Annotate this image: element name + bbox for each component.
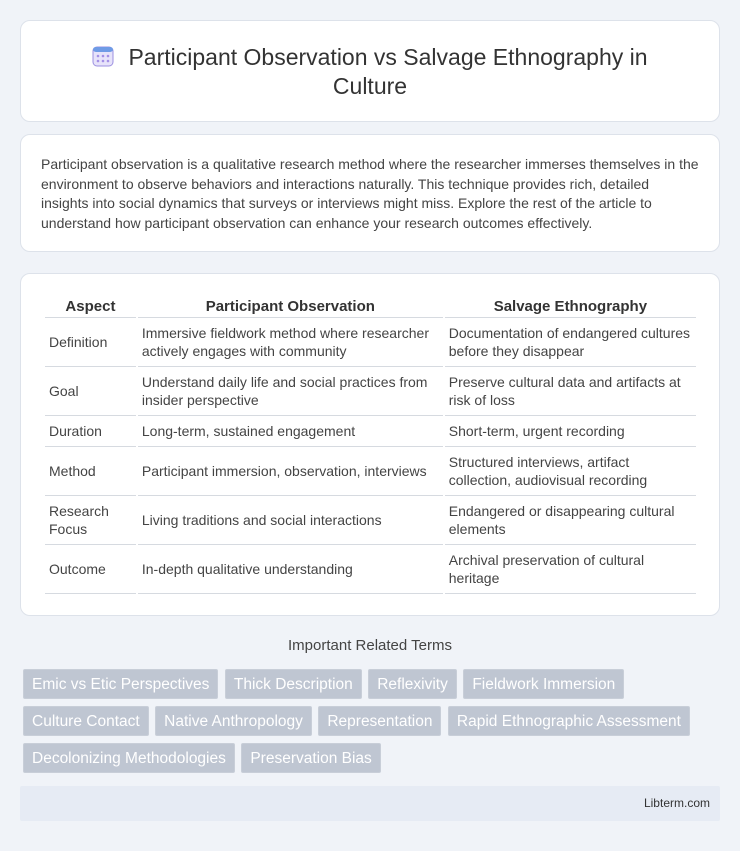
row-aspect: Goal <box>45 367 136 416</box>
table-row <box>45 447 696 496</box>
table-row <box>45 367 696 416</box>
row-aspect: Method <box>45 447 136 496</box>
row-participant-observation: Participant immersion, observation, interviews <box>138 447 443 496</box>
table-row <box>45 545 696 594</box>
tag-fieldwork-immersion[interactable]: Fieldwork Immersion <box>463 669 624 699</box>
comparison-table <box>43 296 698 594</box>
table-row <box>45 496 696 545</box>
header-salvage-ethnography: Salvage Ethnography <box>445 296 696 318</box>
related-terms-title: Important Related Terms <box>288 637 452 654</box>
table-row <box>45 318 696 367</box>
tag-rapid-ethnographic-assessment[interactable]: Rapid Ethnographic Assessment <box>448 706 690 736</box>
calendar-icon <box>92 45 114 67</box>
tag-decolonizing-methodologies[interactable]: Decolonizing Methodologies <box>23 743 235 773</box>
row-participant-observation: Immersive fieldwork method where researcher actively engages with community <box>138 318 443 367</box>
comparison-card <box>20 273 720 616</box>
table-header-row <box>45 296 696 318</box>
tag-emic-vs-etic[interactable]: Emic vs Etic Perspectives <box>23 669 218 699</box>
tag-culture-contact[interactable]: Culture Contact <box>23 706 149 736</box>
row-participant-observation: In-depth qualitative understanding <box>138 545 443 594</box>
header-card <box>20 20 720 122</box>
header-participant-observation: Participant Observation <box>138 296 443 318</box>
row-salvage-ethnography: Documentation of endangered cultures before they disappear <box>445 318 696 367</box>
row-aspect: Research Focus <box>45 496 136 545</box>
row-salvage-ethnography: Short-term, urgent recording <box>445 416 696 447</box>
row-aspect: Duration <box>45 416 136 447</box>
row-salvage-ethnography: Structured interviews, artifact collection, audiovisual recording <box>445 447 696 496</box>
tag-row <box>23 743 723 780</box>
tag-row <box>23 669 723 706</box>
header-aspect: Aspect <box>45 296 136 318</box>
tag-preservation-bias[interactable]: Preservation Bias <box>241 743 380 773</box>
table-row <box>45 416 696 447</box>
intro-paragraph: Participant observation is a qualitative research method where the researcher immerses themselves in the environment to observe behaviors and interactions naturally. This technique provides rich, detailed insights into social dynamics that surveys or interviews might miss. Explore the rest of the article to understand how participant observation can enhance your research outcomes effectively. <box>41 156 699 231</box>
tag-reflexivity[interactable]: Reflexivity <box>368 669 457 699</box>
tag-row <box>23 706 723 743</box>
row-salvage-ethnography: Archival preservation of cultural heritage <box>445 545 696 594</box>
intro-card <box>20 134 720 252</box>
page-title: Participant Observation vs Salvage Ethnography in Culture <box>128 44 648 99</box>
row-participant-observation: Long-term, sustained engagement <box>138 416 443 447</box>
footer-site-link[interactable]: Libterm.com <box>643 796 710 810</box>
tag-representation[interactable]: Representation <box>318 706 441 736</box>
row-participant-observation: Living traditions and social interactions <box>138 496 443 545</box>
row-salvage-ethnography: Endangered or disappearing cultural elements <box>445 496 696 545</box>
tag-native-anthropology[interactable]: Native Anthropology <box>155 706 312 736</box>
row-participant-observation: Understand daily life and social practices from insider perspective <box>138 367 443 416</box>
footer <box>20 786 720 821</box>
tag-thick-description[interactable]: Thick Description <box>225 669 362 699</box>
row-aspect: Definition <box>45 318 136 367</box>
related-terms-tags <box>23 669 723 780</box>
row-salvage-ethnography: Preserve cultural data and artifacts at risk of loss <box>445 367 696 416</box>
page-title-row <box>21 43 719 101</box>
row-aspect: Outcome <box>45 545 136 594</box>
